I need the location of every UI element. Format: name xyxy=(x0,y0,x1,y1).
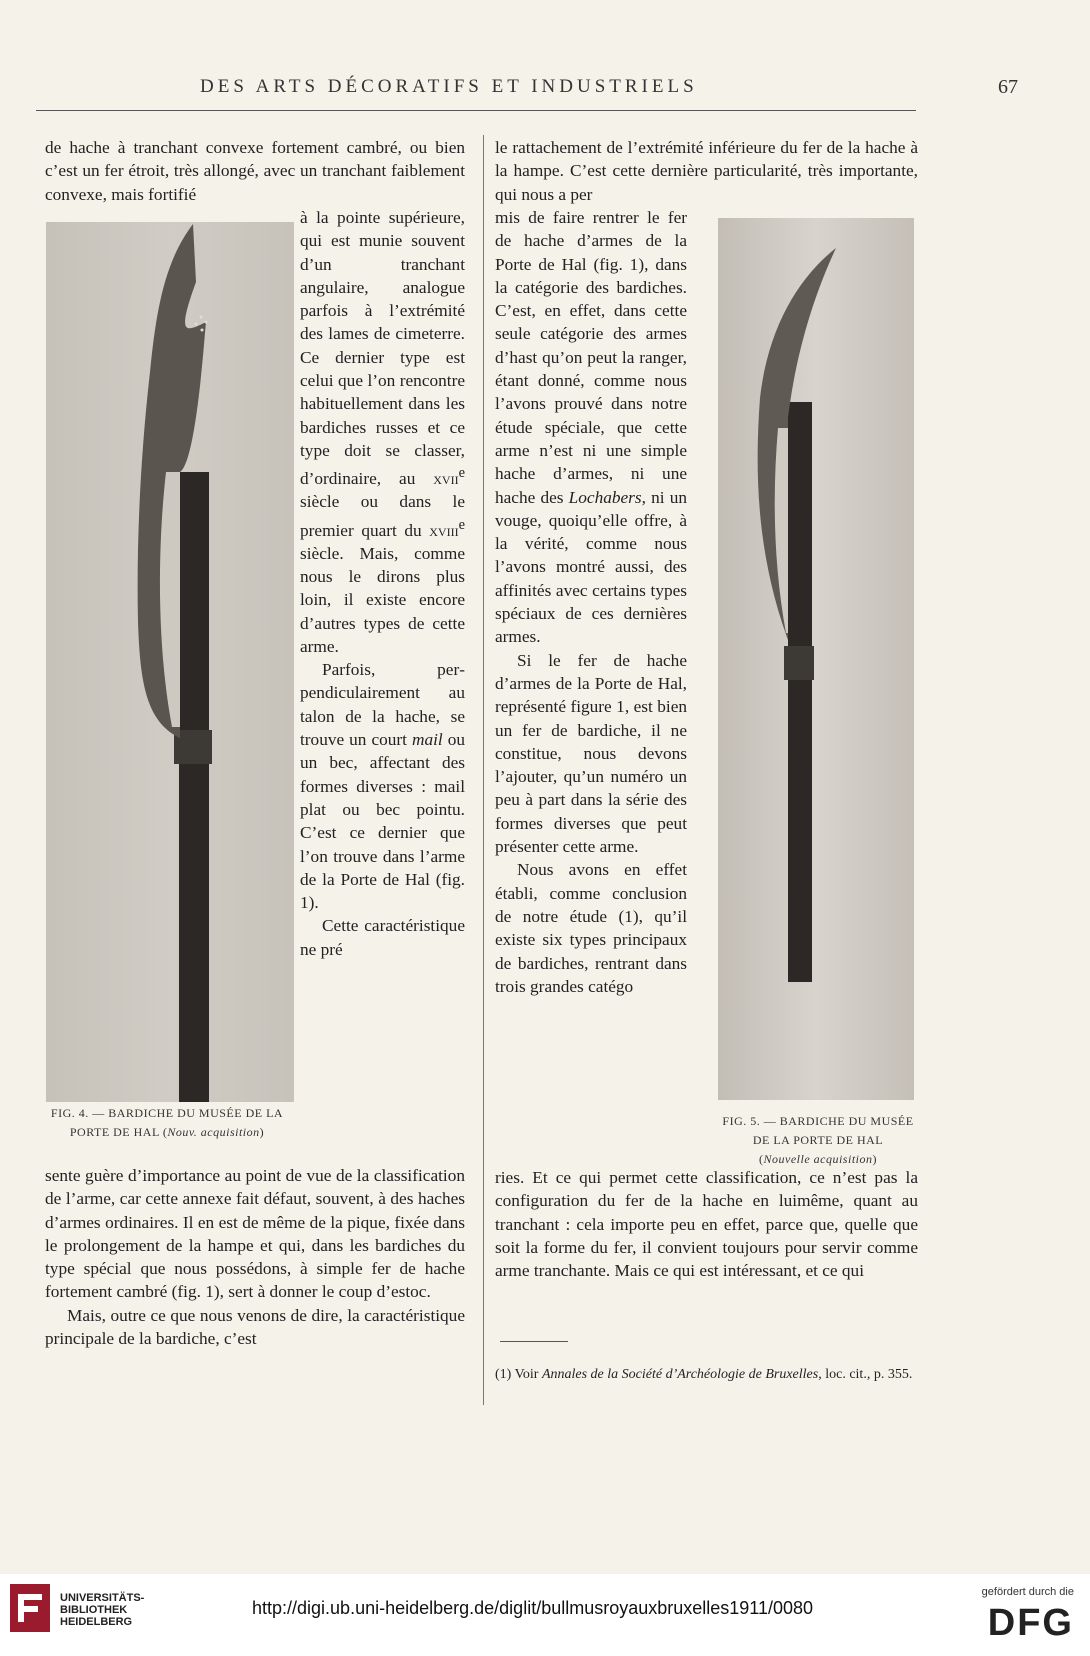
fig4-bardiche-photo xyxy=(46,222,294,1102)
footnote: (1) Voir Annales de la Société d’Archéologie de Bruxelles, loc. cit., p. 355. xyxy=(495,1367,913,1382)
header-rule xyxy=(36,110,916,111)
fig5-caption: FIG. 5. — BARDICHE DU MUSÉE DE LA PORTE DE HAL (Nouvelle acquisition) xyxy=(722,1114,914,1166)
fig5-bardiche-photo xyxy=(718,218,914,1100)
fig4-caption: FIG. 4. — BARDICHE DU MUSÉE DE LA PORTE DE HAL (Nouv. acquisition) xyxy=(50,1106,284,1139)
col1-top-text: de hache à tranchant convexe fortement cambré, ou bien c’est un fer étroit, très allongé, avec un tranchant faiblement convexe, mais fortifié xyxy=(45,138,465,204)
col1-narrow-text: à la pointe supérieure, qui est munie souvent d’un tranchant angulaire, analogue parfois à l’extrémité des lames de cimeterre. Ce dernier type est celui que l’on rencontre habituellement dans les bardiches russes et ce type doit se classer, d’ordinaire, au xvii$^e$ siècle ou dans le premier quart du xviii$^e$ siècle. Mais, comme nous le dirons plus loin, il existe encore d’autres types de cette arme. Parfois, perpendiculairement au talon de la hache, se trouve un court mail ou un bec, affectant des formes diverses : mail plat ou bec pointu. C’est ce dernier que l’on trouve dans l’arme de la Porte de Hal (fig. 1). Cette caractéristique ne pré xyxy=(300,208,465,959)
sponsor-label: gefördert durch die xyxy=(981,1586,1074,1598)
running-title: DES ARTS DÉCORATIFS ET INDUSTRIELS xyxy=(200,76,698,97)
dfg-logo: DFG xyxy=(987,1602,1074,1644)
column-separator xyxy=(483,135,484,1405)
page-number: 67 xyxy=(998,76,1018,98)
library-name: UNIVERSITÄTS- BIBLIOTHEK HEIDELBERG xyxy=(60,1592,145,1628)
running-head xyxy=(40,76,1030,106)
digitization-footer xyxy=(0,1574,1090,1656)
col1-bottom-text: sente guère d’importance au point de vue de la classification de l’arme, car cette annexe fait défaut, souvent, à des haches d’armes ordinaires. Il en est de même de la pique, fixée dans le prolongement de la hampe et qui, dans les bardiches du type spécial que nous possédons, à simple fer de hache fortement cambré (fig. 1), sert à donner le coup d’estoc. Mais, outre ce que nous venons de dire, la caractéristique principale de la bardiche, c’est xyxy=(45,1166,465,1349)
footnote-rule xyxy=(500,1341,568,1342)
col2-bottom-text: ries. Et ce qui permet cette classification, ce n’est pas la configuration du fer de la hache en luimême, quant au tranchant : cela importe peu en effet, parce que, quelle que soit la forme du fer, il convient toujours pour servir comme arme tranchante. Mais ce qui est intéressant, et ce qui xyxy=(495,1168,918,1281)
university-library-logo xyxy=(10,1584,50,1632)
col2-narrow-text: mis de faire rentrer le fer de hache d’armes de la Porte de Hal (fig. 1), dans la catégorie des bardiches. C’est, en effet, dans cette seule catégorie des armes d’hast qu’on peut la ranger, étant donné, comme nous l’avons prouvé dans notre étude spéciale, que cette arme n’est ni une simple hache d’armes, ni une hache des Lochabers, ni un vouge, quoiqu’elle offre, à la vérité, comme nous l’avons montré aussi, des affinités avec certains types spéciaux de ces dernières armes. Si le fer de hache d’armes de la Porte de Hal, représenté figure 1, est bien un fer de bardiche, il ne constitue, nous devons l’ajouter, qu’un numéro un peu à part dans la série des formes diverses que peut présenter cette arme. Nous avons en effet établi, comme conclusion de notre étude (1), qu’il existe six types principaux de bardiches, rentrant dans trois grandes catégo xyxy=(495,208,687,996)
source-url-link[interactable]: http://digi.ub.uni-heidelberg.de/diglit/bullmusroyauxbruxelles1911/0080 xyxy=(252,1598,814,1618)
col2-top-text: le rattachement de l’extrémité inférieure du fer de la hache à la hampe. C’est cette dernière particularité, très importante, qui nous a per xyxy=(495,138,918,204)
